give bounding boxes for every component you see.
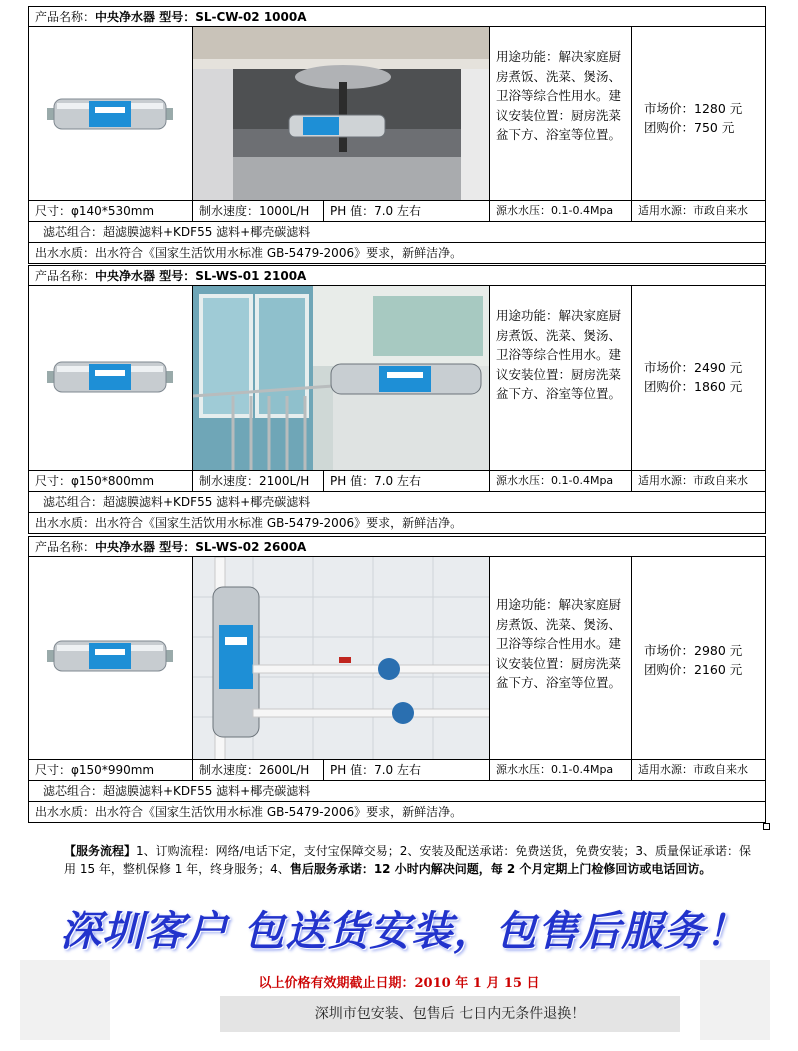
group-price: 团购价：750 元 — [644, 120, 735, 135]
service-process — [64, 842, 754, 878]
water-quality: 出水水质：出水符合《国家生活饮用水标准 GB-5479-2006》要求，新鲜洁净。 — [28, 801, 766, 823]
size-spec: 尺寸：φ150*990mm — [28, 759, 193, 781]
water-source-spec: 适用水源：市政自来水 — [631, 759, 766, 781]
product-thumbnail-cell — [28, 26, 193, 201]
water-source-spec: 适用水源：市政自来水 — [631, 470, 766, 492]
group-price: 团购价：2160 元 — [644, 662, 743, 677]
water-filter-icon — [47, 91, 173, 137]
service-body: 1、订购流程：网络/电话下定，支付宝保障交易；2、安装及配送承诺：免费送货，免费安装；3、质量保证承诺：保用 15 年，整机保修 1 年，终身服务；4、 — [64, 844, 751, 876]
installation-photo-wall — [192, 556, 490, 760]
water-source-spec: 适用水源：市政自来水 — [631, 200, 766, 222]
group-price: 团购价：1860 元 — [644, 379, 743, 394]
water-filter-icon — [47, 633, 173, 679]
product-model: 中央净水器 型号：SL-CW-02 1000A — [95, 10, 307, 24]
water-quality: 出水水质：出水符合《国家生活饮用水标准 GB-5479-2006》要求，新鲜洁净。 — [28, 242, 766, 264]
price-cell — [631, 556, 766, 760]
speed-spec: 制水速度：2600L/H — [192, 759, 324, 781]
speed-spec: 制水速度：1000L/H — [192, 200, 324, 222]
size-spec: 尺寸：φ150*800mm — [28, 470, 193, 492]
footer-guarantee: 深圳市包安装、包售后 七日内无条件退换！ — [220, 996, 680, 1032]
pressure-spec: 源水水压：0.1-0.4Mpa — [489, 759, 632, 781]
pressure-spec: 源水水压：0.1-0.4Mpa — [489, 470, 632, 492]
filter-combination: 滤芯组合：超滤膜滤料+KDF55 滤料+椰壳碳滤料 — [28, 221, 766, 243]
market-price: 市场价：1280 元 — [644, 101, 743, 116]
price-cell — [631, 26, 766, 201]
product-name-label: 产品名称： — [35, 10, 96, 24]
product-model: 中央净水器 型号：SL-WS-01 2100A — [95, 269, 307, 283]
service-aftersales: 售后服务承诺：12 小时内解决问题，每 2 个月定期上门检修回访或电话回访。 — [289, 862, 712, 876]
market-price: 市场价：2490 元 — [644, 360, 743, 375]
service-heading: 【服务流程】 — [64, 844, 137, 858]
product-uses: 用途功能：解决家庭厨房煮饭、洗菜、煲汤、卫浴等综合性用水。建议安装位置：厨房洗菜盆下方、浴室等位置。 — [489, 26, 632, 201]
promo-banner: 深圳客户 包送货安装，包售后服务！ — [60, 907, 748, 955]
speed-spec: 制水速度：2100L/H — [192, 470, 324, 492]
market-price: 市场价：2980 元 — [644, 643, 743, 658]
product-name-row — [28, 265, 766, 286]
ph-spec: PH 值：7.0 左右 — [323, 759, 490, 781]
price-validity-notice: 以上价格有效期截止日期：2010 年 1 月 15 日 — [258, 976, 540, 991]
product-uses: 用途功能：解决家庭厨房煮饭、洗菜、煲汤、卫浴等综合性用水。建议安装位置：厨房洗菜盆下方、浴室等位置。 — [489, 556, 632, 760]
ph-spec: PH 值：7.0 左右 — [323, 470, 490, 492]
product-name-label: 产品名称： — [35, 540, 96, 554]
product-name-row — [28, 6, 766, 27]
product-name-row — [28, 536, 766, 557]
product-thumbnail-cell — [28, 556, 193, 760]
water-filter-icon — [47, 354, 173, 400]
product-uses: 用途功能：解决家庭厨房煮饭、洗菜、煲汤、卫浴等综合性用水。建议安装位置：厨房洗菜盆下方、浴室等位置。 — [489, 285, 632, 471]
product-name-label: 产品名称： — [35, 269, 96, 283]
installation-photo-kitchen — [192, 26, 490, 201]
pressure-spec: 源水水压：0.1-0.4Mpa — [489, 200, 632, 222]
filter-combination: 滤芯组合：超滤膜滤料+KDF55 滤料+椰壳碳滤料 — [28, 780, 766, 802]
product-thumbnail-cell — [28, 285, 193, 471]
filter-combination: 滤芯组合：超滤膜滤料+KDF55 滤料+椰壳碳滤料 — [28, 491, 766, 513]
table-resize-handle[interactable] — [763, 823, 770, 830]
ph-spec: PH 值：7.0 左右 — [323, 200, 490, 222]
size-spec: 尺寸：φ140*530mm — [28, 200, 193, 222]
water-quality: 出水水质：出水符合《国家生活饮用水标准 GB-5479-2006》要求，新鲜洁净。 — [28, 512, 766, 534]
installation-photo-balcony — [192, 285, 490, 471]
price-cell — [631, 285, 766, 471]
product-model: 中央净水器 型号：SL-WS-02 2600A — [95, 540, 307, 554]
